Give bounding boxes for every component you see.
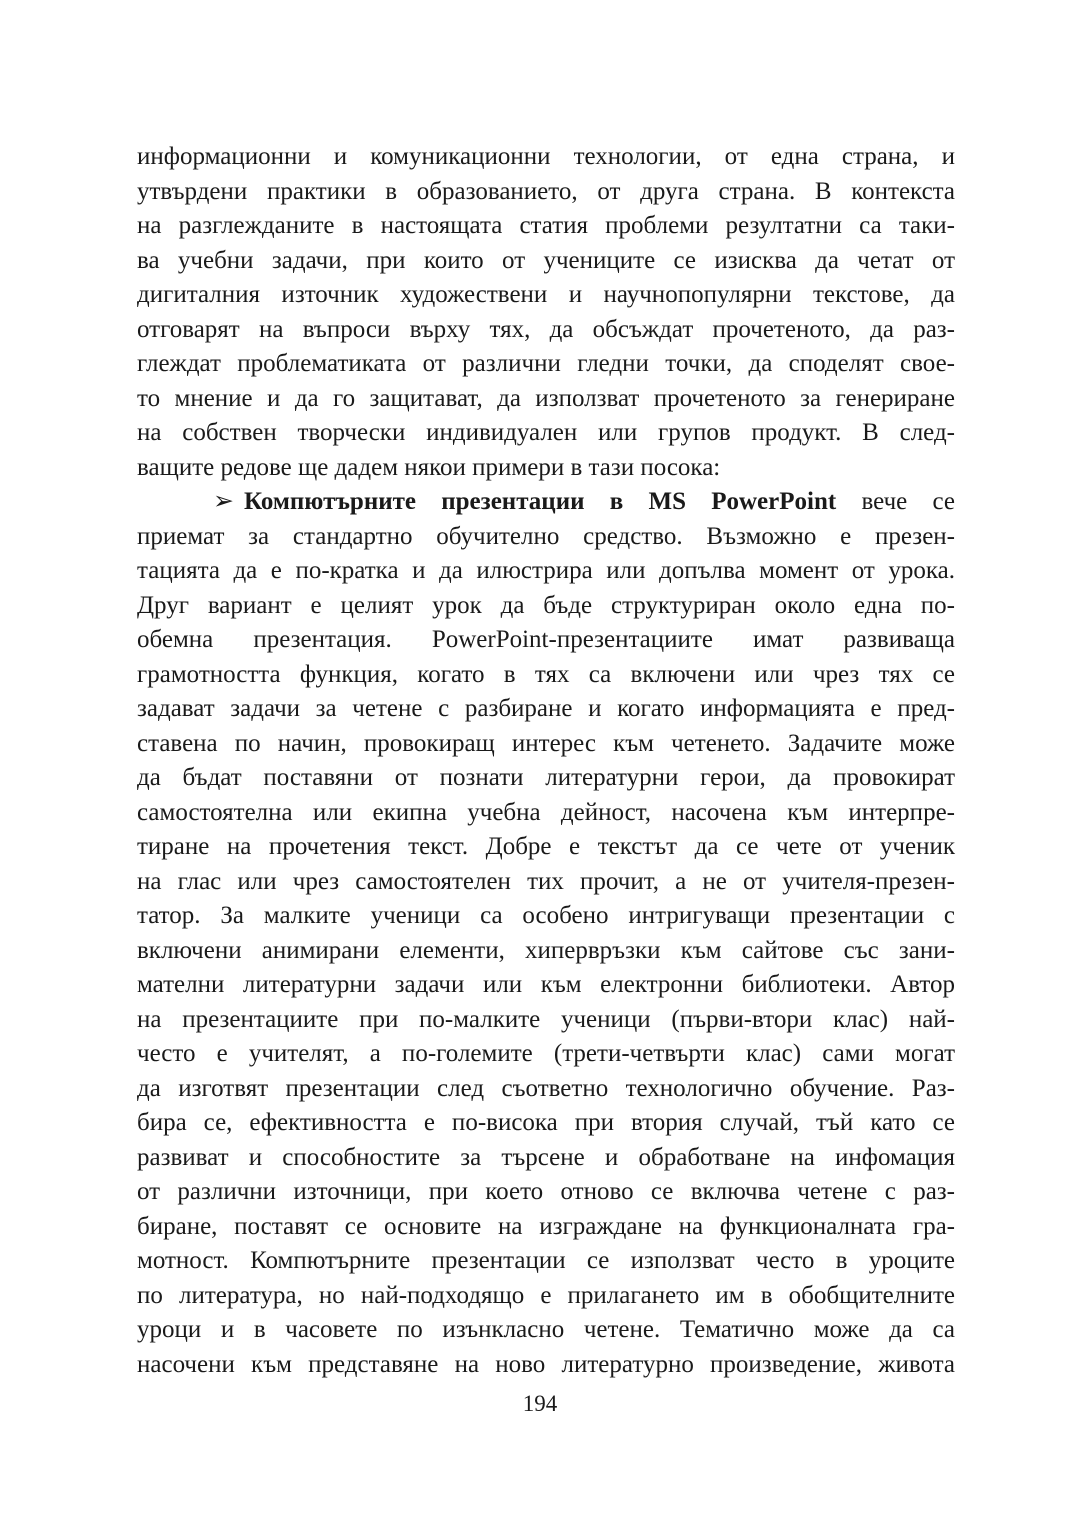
text-line: често е учителят, а по-големите (трети-четвърти клас) сами могат <box>137 1040 955 1067</box>
lead-continuation: вече се <box>836 488 955 515</box>
text-line: бира се, ефективността е по-висока при втория случай, тъй като се <box>137 1109 955 1136</box>
text-line: обемна презентация. PowerPoint-презентациите имат развиваща <box>137 626 955 653</box>
text-line: уроци и в часовете по изънкласно четене. Тематично може да са <box>137 1316 955 1343</box>
text-line: татор. За малките ученици са особено интригуващи презентации с <box>137 902 955 929</box>
text-line: ващите редове ще дадем някои примери в тази посока: <box>137 453 721 481</box>
text-line: на глас или чрез самостоятелен тих прочит, а не от учителя-презен- <box>137 867 955 895</box>
bold-lead-text: Компютърните презентации в MS PowerPoint <box>243 488 837 515</box>
text-line: то мнение и да го защитават, да използват прочетеното за генериране <box>137 384 955 412</box>
text-line: да изготвят презентации след съответно технологично обучение. Раз- <box>137 1074 955 1102</box>
text-line: приемат за стандартно обучително средство. Възможно е презен- <box>137 522 955 550</box>
text-line: утвърдени практики в образованието, от друга страна. В контекста <box>137 177 955 205</box>
text-line: на разглежданите в настоящата статия проблеми резултатни са таки- <box>137 212 955 239</box>
text-line: задават задачи за четене с разбиране и когато информацията е пред- <box>137 695 955 722</box>
text-line: на презентациите при по-малките ученици (първи-втори клас) най- <box>137 1005 955 1033</box>
text-line: грамотността функция, когато в тях са включени или чрез тях се <box>137 660 955 688</box>
text-line: отговарят на въпроси върху тях, да обсъждат прочетеното, да раз- <box>137 315 955 343</box>
text-line: биране, поставят се основите на изграждане на функционалната гра- <box>137 1212 955 1240</box>
page-number: 194 <box>522 1391 558 1416</box>
text-line: информационни и комуникационни технологии, от една страна, и <box>137 143 955 170</box>
text-line: от различни източници, при което отново се включва четене с раз- <box>137 1178 955 1205</box>
text-line: самостоятелна или екипна учебна дейност, насочена към интерпре- <box>137 798 955 826</box>
text-line: Друг вариант е целият урок да бъде структуриран около една по- <box>137 591 955 619</box>
text-line: ва учебни задачи, при които от учениците се изисква да четат от <box>137 246 955 274</box>
text-line: ставена по начин, провокиращ интерес към четенето. Задачите може <box>137 729 955 757</box>
text-line: на собствен творчески индивидуален или групов продукт. В след- <box>137 419 955 446</box>
bullet-first-line <box>137 485 955 520</box>
text-line: развиват и способностите за търсене и обработване на инфомация <box>137 1143 955 1171</box>
body-text <box>137 140 955 1382</box>
text-line: тиране на прочетения текст. Добре е текстът да се чете от ученик <box>137 833 955 860</box>
text-line: глеждат проблематиката от различни гледни точки, да споделят свое- <box>137 350 955 377</box>
bullet-paragraph <box>137 485 955 1382</box>
text-line: тацията да е по-кратка и да илюстрира или допълва момент от урока. <box>137 557 955 584</box>
intro-paragraph <box>137 140 955 485</box>
text-line: мотност. Компютърните презентации се използват често в уроците <box>137 1247 955 1274</box>
text-line: да бъдат поставяни от познати литературни герои, да провокират <box>137 764 955 791</box>
text-line: насочени към представяне на ново литературно произведение, живота <box>137 1350 955 1378</box>
text-line: по литература, но най-подходящо е прилагането им в обобщителните <box>137 1281 955 1309</box>
text-line: включени анимирани елементи, хипервръзки към сайтове със зани- <box>137 936 955 964</box>
text-line: мателни литературни задачи или към електронни библиотеки. Автор <box>137 971 955 998</box>
text-line: дигиталния източник художествени и научнопопулярни текстове, да <box>137 281 955 308</box>
arrow-bullet-icon: ➢ <box>213 488 234 515</box>
